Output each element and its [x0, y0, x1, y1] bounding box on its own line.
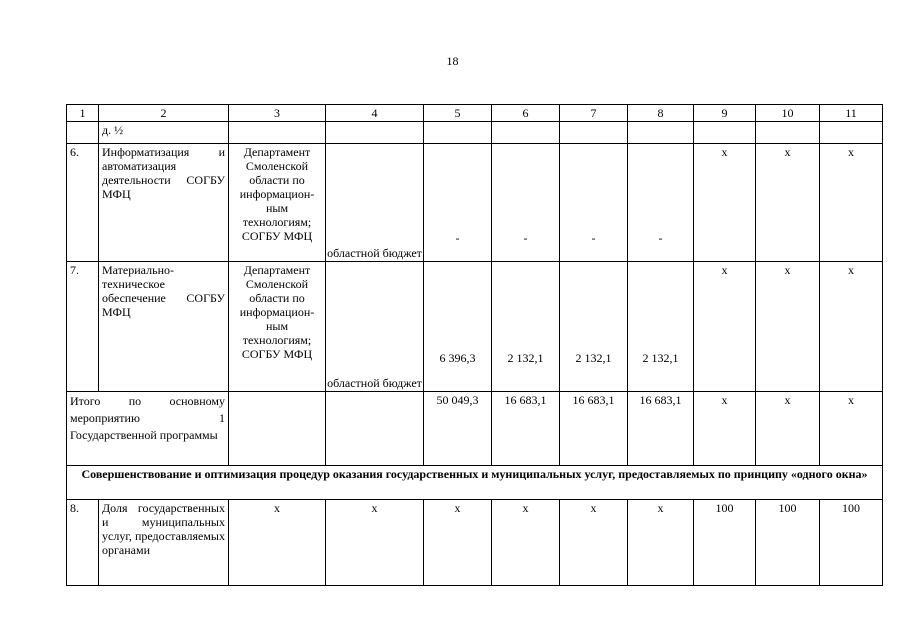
value-cell: x	[560, 500, 628, 586]
table-row-7	[67, 262, 883, 392]
value-cell: -	[455, 231, 460, 245]
value-cell: 16 683,1	[560, 392, 628, 466]
header-cell: 2	[99, 105, 229, 122]
row-number: 7.	[67, 262, 99, 392]
header-cell: 4	[326, 105, 424, 122]
header-cell: 11	[820, 105, 883, 122]
section-title: Совершенствование и оптимизация процедур оказания государственных и муниципальных услуг, предоставляемых по принципу «одного окна»	[67, 466, 883, 500]
row-number: 8.	[67, 500, 99, 586]
value-cell: x	[326, 500, 424, 586]
value-cell: -	[658, 231, 663, 245]
header-cell: 5	[424, 105, 492, 122]
value-cell: -	[523, 231, 528, 245]
section-heading-row	[67, 466, 883, 500]
value-cell: 100	[756, 500, 820, 586]
header-row	[67, 105, 883, 122]
value-cell: x	[756, 392, 820, 466]
header-cell: 6	[492, 105, 560, 122]
value-cell: x	[756, 262, 820, 392]
value-cell: x	[229, 500, 326, 586]
value-cell: 2 132,1	[575, 351, 612, 365]
row-number: 6.	[67, 144, 99, 262]
value-cell: 16 683,1	[628, 392, 694, 466]
value-cell: 100	[694, 500, 756, 586]
budget-table	[66, 104, 883, 586]
funding-source: областной бюджет	[327, 376, 422, 390]
value-cell: x	[820, 144, 883, 262]
header-cell: 10	[756, 105, 820, 122]
table-row-total	[67, 392, 883, 466]
value-cell: x	[694, 144, 756, 262]
table-row-6	[67, 144, 883, 262]
value-cell: x	[820, 262, 883, 392]
value-cell: 100	[820, 500, 883, 586]
value-cell: x	[628, 500, 694, 586]
value-cell: 2 132,1	[642, 351, 679, 365]
value-cell: x	[694, 262, 756, 392]
value-cell: x	[756, 144, 820, 262]
value-cell: 16 683,1	[492, 392, 560, 466]
header-cell: 1	[67, 105, 99, 122]
value-cell: 50 049,3	[424, 392, 492, 466]
value-cell: -	[591, 231, 596, 245]
table-row-continued	[67, 122, 883, 144]
page-number: 18	[446, 54, 459, 68]
measure-name: Информатизация и автоматизация деятельности СОГБУ МФЦ	[99, 144, 229, 262]
value-cell: x	[492, 500, 560, 586]
value-cell: x	[820, 392, 883, 466]
continued-text: д. ½	[99, 122, 229, 144]
header-cell: 3	[229, 105, 326, 122]
value-cell: 6 396,3	[439, 351, 476, 365]
value-cell: x	[694, 392, 756, 466]
measure-name: Доля государственных и муниципальных услуг, предоставляемых органами	[99, 500, 229, 586]
header-cell: 9	[694, 105, 756, 122]
header-cell: 8	[628, 105, 694, 122]
executor: Департамент Смоленской области по информацион-ным технологиям; СОГБУ МФЦ	[229, 262, 326, 392]
funding-source: областной бюджет	[327, 246, 422, 260]
table-row-8	[67, 500, 883, 586]
measure-name: Материально-техническое обеспечение СОГБУ МФЦ	[99, 262, 229, 392]
value-cell: 2 132,1	[507, 351, 544, 365]
executor: Департамент Смоленской области по информацион-ным технологиям; СОГБУ МФЦ	[229, 144, 326, 262]
value-cell: x	[424, 500, 492, 586]
header-cell: 7	[560, 105, 628, 122]
total-label: Итого по основному мероприятию 1 Государственной программы	[67, 392, 229, 466]
